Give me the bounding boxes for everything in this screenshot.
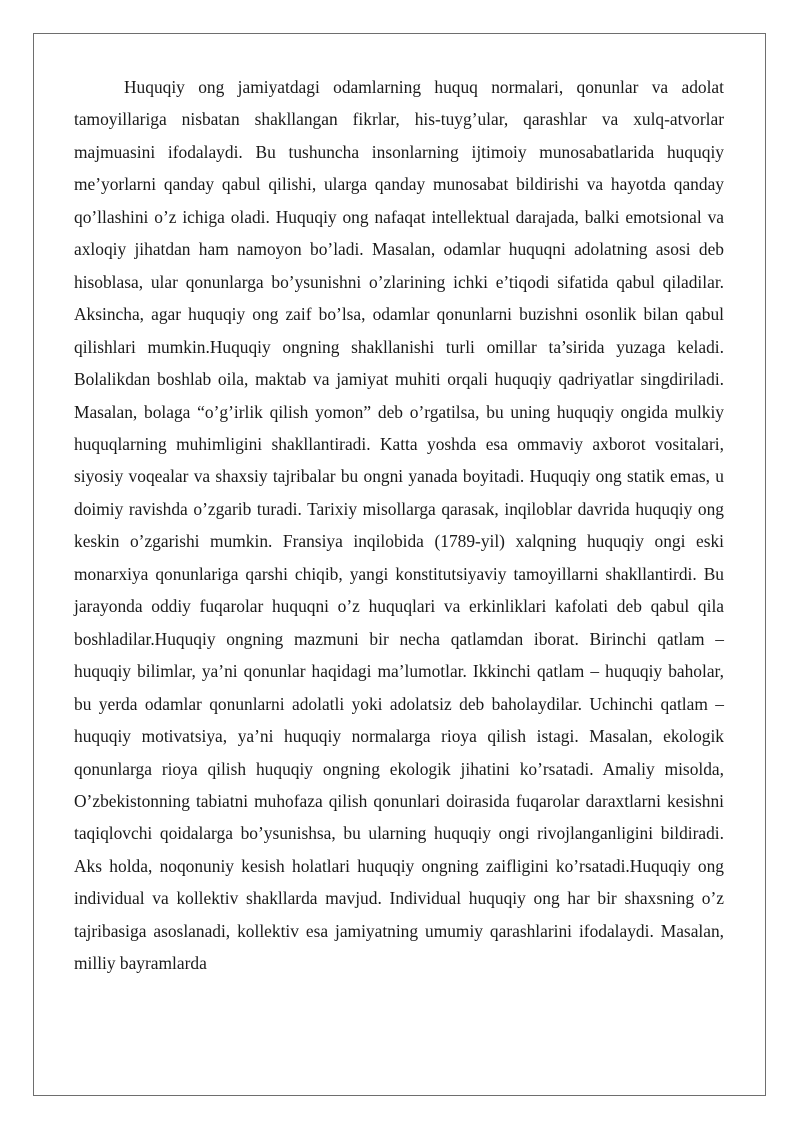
body-paragraph: Huquqiy ong jamiyatdagi odamlarning huquq normalari, qonunlar va adolat tamoyillariga nisbatan shakllangan fikrlar, his-tuyg’ular, qarashlar va xulq-atvorlar majmuasini ifodalaydi. Bu tushuncha insonlarning ijtimoiy munosabatlarida huquqiy me’yorlarni qanday qabul qilishi, ularga qanday munosabat bildirishi va hayotda qanday qo’llashini o’z ichiga oladi. Huquqiy ong nafaqat intellektual darajada, balki emotsional va axloqiy jihatdan ham namoyon bo’ladi. Masalan, odamlar huquqni adolatning asosi deb hisoblasa, ular qonunlarga bo’ysunishni o’zlarining ichki e’tiqodi sifatida qabul qiladilar. Aksincha, agar huquqiy ong zaif bo’lsa, odamlar qonunlarni buzishni osonlik bilan qabul qilishlari mumkin.Huquqiy ongning shakllanishi turli omillar ta’sirida yuzaga keladi. Bolalikdan boshlab oila, maktab va jamiyat muhiti orqali huquqiy qadriyatlar singdiriladi. Masalan, bolaga “o’g’irlik qilish yomon” deb o’rgatilsa, bu uning huquqiy ongida mulkiy huquqlarning muhimligini shakllantiradi. Katta yoshda esa ommaviy axborot vositalari, siyosiy voqealar va shaxsiy tajribalar bu ongni yanada boyitadi. Huquqiy ong statik emas, u doimiy ravishda o’zgarib turadi. Tarixiy misollarga qarasak, inqiloblar davrida huquqiy ong keskin o’zgarishi mumkin. Fransiya inqilobida (1789-yil) xalqning huquqiy ongi eski monarxiya qonunlariga qarshi chiqib, yangi konstitutsiyaviy tamoyillarni shakllantirdi. Bu jarayonda oddiy fuqarolar huquqni o’z huquqlari va erkinliklari kafolati deb qabul qila boshladilar.Huquqiy ongning mazmuni bir necha qatlamdan iborat. Birinchi qatlam – huquqiy bilimlar, ya’ni qonunlar haqidagi ma’lumotlar. Ikkinchi qatlam – huquqiy baholar, bu yerda odamlar qonunlarni adolatli yoki adolatsiz deb baholaydilar. Uchinchi qatlam – huquqiy motivatsiya, ya’ni huquqiy normalarga rioya qilish istagi. Masalan, ekologik qonunlarga rioya qilish huquqiy ongning ekologik jihatini ko’rsatadi. Amaliy misolda, O’zbekistonning tabiatni muhofaza qilish qonunlari doirasida fuqarolar daraxtlarni kesishni taqiqlovchi qoidalarga bo’ysunishsa, bu ularning huquqiy ongi rivojlanganligini bildiradi. Aks holda, noqonuniy kesish holatlari huquqiy ongning zaifligini ko’rsatadi.Huquqiy ong individual va kollektiv shakllarda mavjud. Individual huquqiy ong har bir shaxsning o’z tajribasiga asoslanadi, kollektiv esa jamiyatning umumiy qarashlarini ifodalaydi. Masalan, milliy bayramlarda <box>74 77 724 974</box>
